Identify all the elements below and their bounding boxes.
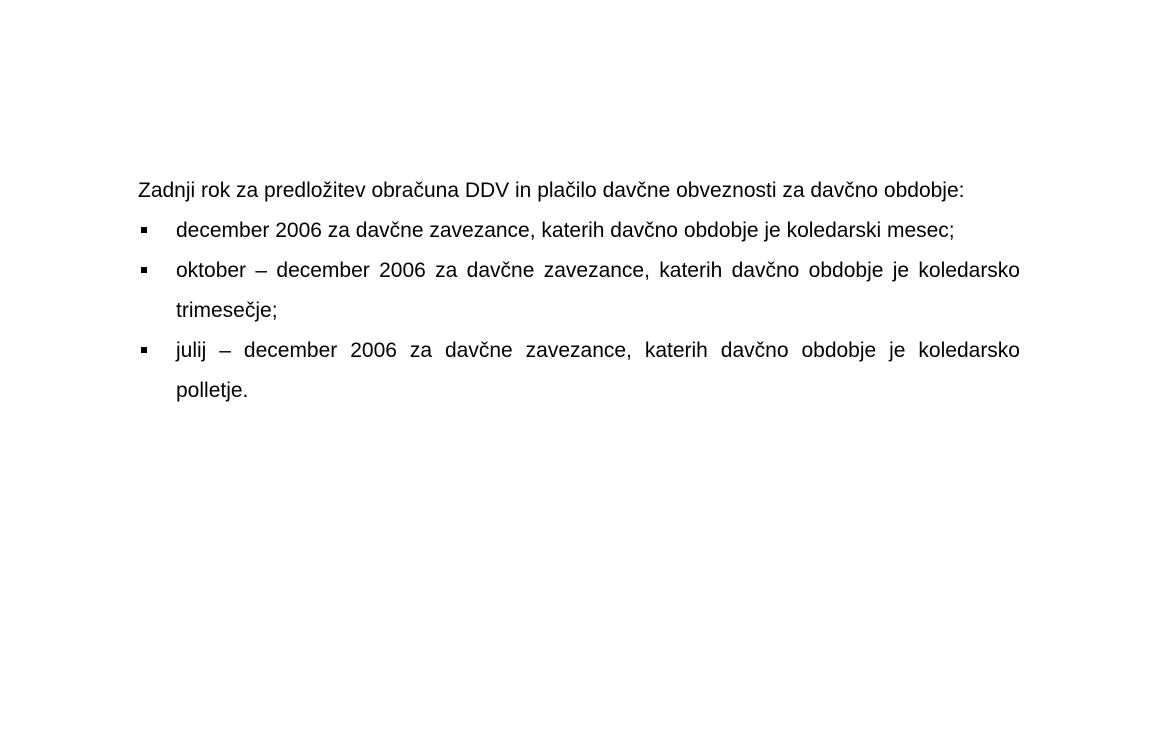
- list-item: [138, 331, 1020, 411]
- document-body: [138, 171, 1020, 411]
- square-bullet-icon: [141, 267, 147, 273]
- list-item-text: julij – december 2006 za davčne zavezance, katerih davčno obdobje je koledarsko polletje.: [176, 339, 1020, 402]
- list-item: [138, 211, 1020, 251]
- list-item-text: oktober – december 2006 za davčne zavezance, katerih davčno obdobje je koledarsko trimesečje;: [176, 259, 1020, 322]
- intro-paragraph: Zadnji rok za predložitev obračuna DDV in plačilo davčne obveznosti za davčno obdobje:: [138, 179, 965, 202]
- deadline-list: [138, 211, 1020, 411]
- square-bullet-icon: [141, 227, 147, 233]
- list-item-text: december 2006 za davčne zavezance, katerih davčno obdobje je koledarski mesec;: [176, 219, 955, 242]
- list-item: [138, 251, 1020, 331]
- square-bullet-icon: [141, 347, 147, 353]
